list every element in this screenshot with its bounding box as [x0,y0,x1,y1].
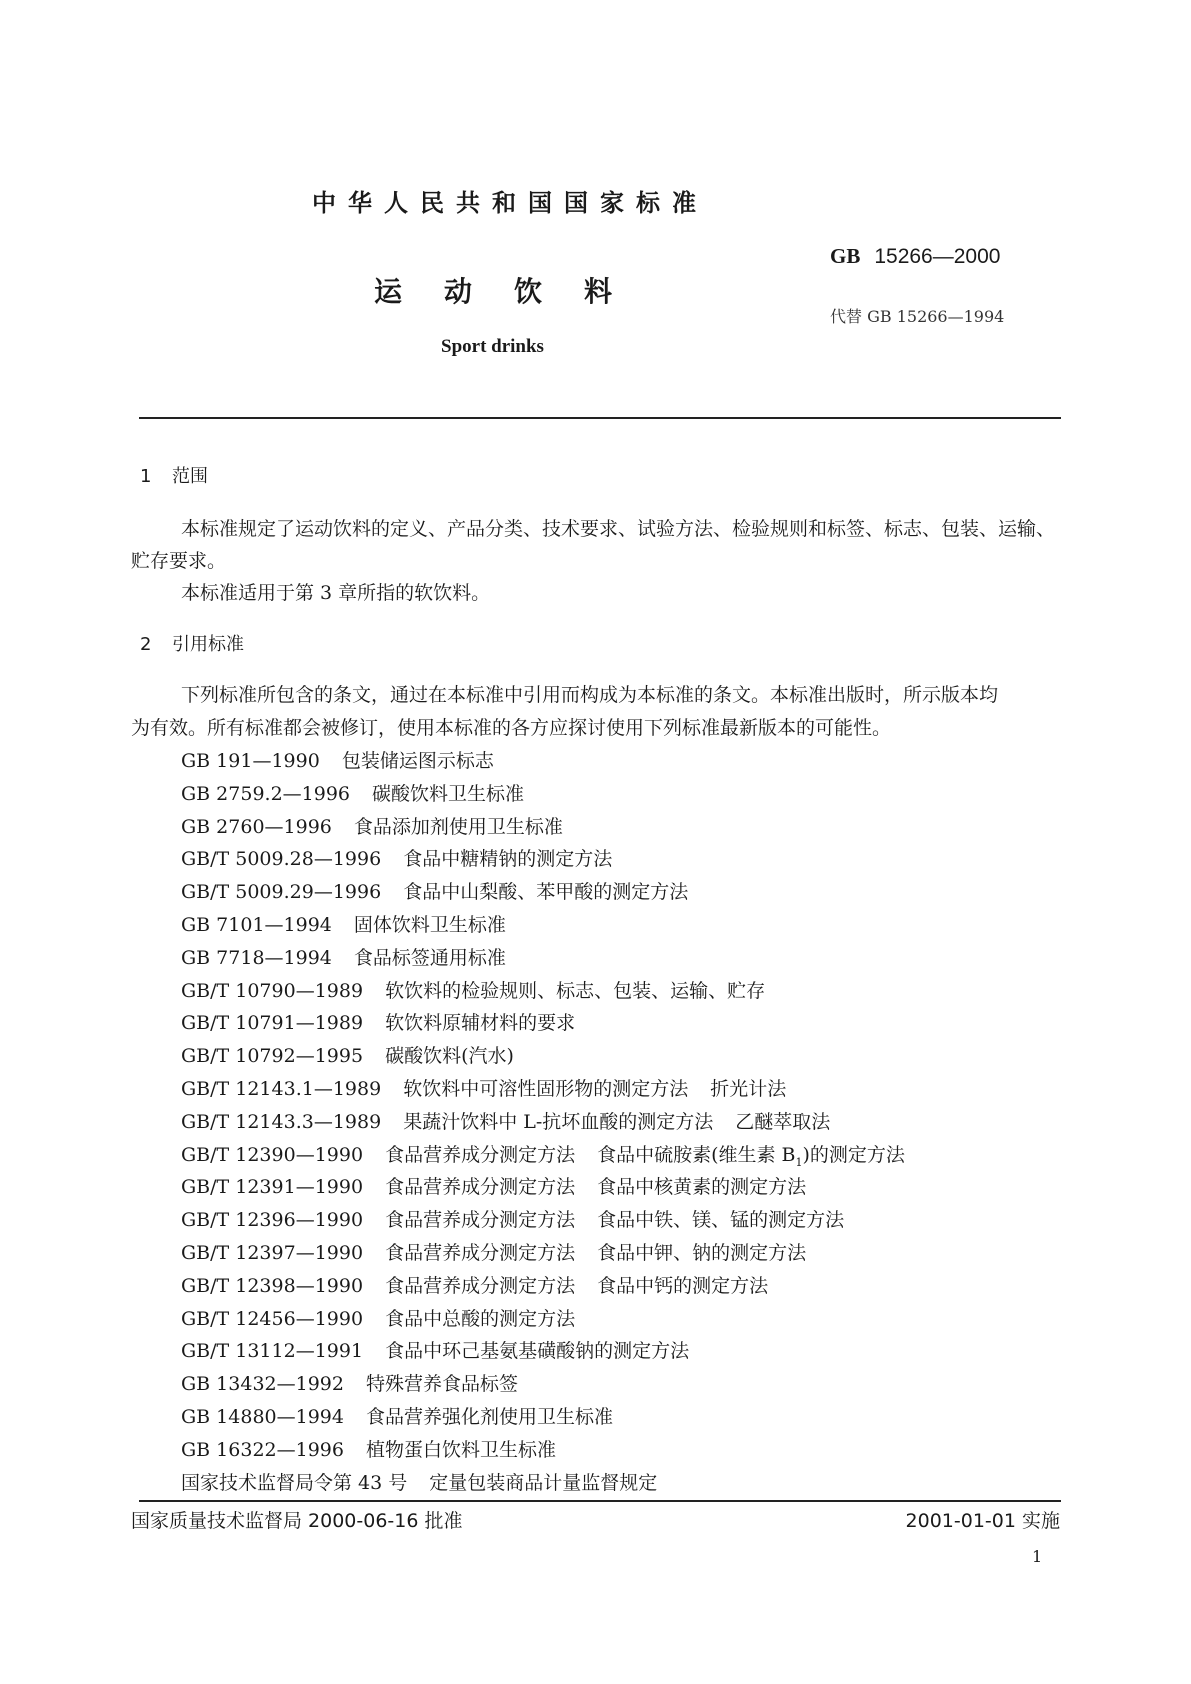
reference-code: 国家技术监督局令第 43 号 [181,1471,408,1494]
reference-code: GB/T 12391—1990 [181,1176,364,1199]
reference-code: GB/T 12143.1—1989 [181,1078,382,1100]
english-title: Sport drinks [441,336,544,357]
reference-item [181,1244,806,1263]
footer-divider [139,1500,1061,1502]
reference-item [181,1014,575,1033]
reference-title: 软饮料中可溶性固形物的测定方法 [403,1078,689,1100]
reference-code: GB/T 12456—1990 [181,1307,364,1330]
method-text: 食品中钾、钠的测定方法 [597,1242,807,1264]
reference-code: GB 2760—1996 [181,815,332,838]
reference-item [181,1408,613,1427]
section-title: 引用标准 [172,634,244,655]
reference-method [597,1242,806,1264]
reference-code: GB/T 12397—1990 [181,1242,364,1264]
reference-code: GB/T 10792—1995 [181,1045,364,1068]
method-text: 食品中铁、镁、锰的测定方法 [597,1209,845,1232]
reference-method [597,1143,905,1169]
reference-method [735,1111,830,1133]
method-text: 食品中硫胺素(维生素 B [597,1143,796,1166]
reference-title: 软饮料的检验规则、标志、包装、运输、贮存 [385,979,766,1002]
reference-code: GB/T 10790—1989 [181,979,364,1002]
reference-item [181,1143,905,1169]
reference-code: GB/T 5009.28—1996 [181,848,382,871]
reference-item [181,1274,769,1297]
reference-item [181,979,766,1002]
reference-item [181,916,506,935]
issuer-title: 中华人民共和国国家标准 [312,189,708,217]
paragraph: 本标准适用于第 3 章所指的软饮料。 [181,582,491,604]
reference-title: 食品营养成分测定方法 [385,1274,576,1297]
replaces-note: 代替 GB 15266—1994 [830,307,1005,326]
reference-method [597,1275,768,1297]
reference-title: 碳酸饮料(汽水) [385,1045,514,1068]
reference-code: GB/T 12143.3—1989 [181,1110,382,1133]
reference-title: 碳酸饮料卫生标准 [372,782,525,805]
header-divider [139,417,1061,419]
approval-note: 国家质量技术监督局 2000-06-16 批准 [131,1510,463,1532]
reference-title: 食品添加剂使用卫生标准 [353,815,563,838]
reference-item [181,1375,518,1394]
section-number: 2 [140,634,152,655]
reference-item [181,1080,786,1099]
paragraph: 贮存要求。 [131,550,227,572]
section-title: 范围 [172,466,208,487]
section-heading-1 [140,468,208,486]
reference-item [181,1178,806,1197]
reference-title: 植物蛋白饮料卫生标准 [365,1438,556,1461]
reference-item [181,1211,844,1230]
reference-code: GB/T 5009.29—1996 [181,881,382,904]
reference-item [181,1438,556,1461]
reference-title: 食品营养成分测定方法 [385,1209,576,1232]
reference-code: GB/T 10791—1989 [181,1012,364,1035]
reference-title: 定量包装商品计量监督规定 [429,1471,658,1494]
reference-title: 果蔬汁饮料中 L-抗坏血酸的测定方法 [403,1110,714,1133]
reference-item [181,883,688,902]
reference-title: 食品营养成分测定方法 [385,1242,576,1264]
standard-number [830,246,1000,267]
reference-item [181,1047,514,1066]
reference-item [181,782,525,805]
section-heading-2 [140,636,244,654]
section-number: 1 [140,466,152,487]
paragraph: 本标准规定了运动饮料的定义、产品分类、技术要求、试验方法、检验规则和标签、标志、包装、运输、 [181,518,1056,540]
reference-code: GB 7718—1994 [181,946,332,969]
reference-item [181,752,494,771]
reference-title: 食品营养强化剂使用卫生标准 [365,1406,613,1428]
page-number: 1 [1032,1547,1043,1566]
reference-code: GB 2759.2—1996 [181,782,351,805]
reference-item [181,850,612,869]
reference-title: 特殊营养食品标签 [365,1373,518,1396]
reference-title: 包装储运图示标志 [341,750,494,772]
effective-date: 2001-01-01 实施 [905,1510,1060,1532]
reference-item [181,1110,831,1133]
reference-title: 食品营养成分测定方法 [385,1176,576,1199]
reference-title: 食品中环己基氨基磺酸钠的测定方法 [385,1340,690,1363]
reference-title: 固体饮料卫生标准 [353,914,506,936]
reference-code: GB/T 12396—1990 [181,1209,364,1232]
paragraph: 下列标准所包含的条文，通过在本标准中引用而构成为本标准的条文。本标准出版时，所示版本均 [181,684,999,706]
reference-title: 食品营养成分测定方法 [385,1143,576,1166]
reference-code: GB 7101—1994 [181,914,332,936]
reference-code: GB 191—1990 [181,750,320,772]
reference-item [181,1342,689,1361]
reference-method [710,1078,786,1100]
reference-code: GB/T 13112—1991 [181,1340,364,1363]
document-title: 运动饮料 [374,275,655,308]
reference-code: GB 13432—1992 [181,1373,344,1396]
reference-item [181,815,563,838]
reference-method [597,1209,844,1231]
paragraph: 为有效。所有标准都会被修订，使用本标准的各方应探讨使用下列标准最新版本的可能性。 [131,717,892,739]
method-text-end: )的测定方法 [802,1143,905,1166]
reference-title: 食品中糖精钠的测定方法 [403,848,613,871]
reference-title: 软饮料原辅材料的要求 [385,1012,576,1035]
method-text: 食品中钙的测定方法 [597,1274,769,1297]
method-text: 乙醚萃取法 [735,1110,831,1133]
reference-title: 食品中山梨酸、苯甲酸的测定方法 [403,881,689,904]
reference-item [181,1471,658,1494]
method-text: 折光计法 [710,1078,787,1100]
reference-method [597,1176,806,1198]
standard-number-value: 15266—2000 [874,245,1001,268]
reference-code: GB/T 12398—1990 [181,1274,364,1297]
standard-prefix: GB [830,244,861,268]
reference-item [181,1307,576,1330]
method-text: 食品中核黄素的测定方法 [597,1176,807,1199]
reference-code: GB 16322—1996 [181,1438,344,1461]
reference-title: 食品标签通用标准 [353,946,506,969]
method-subscript: 1 [795,1155,803,1169]
reference-code: GB 14880—1994 [181,1406,344,1428]
reference-item [181,946,506,969]
reference-title: 食品中总酸的测定方法 [385,1307,576,1330]
reference-code: GB/T 12390—1990 [181,1143,364,1166]
